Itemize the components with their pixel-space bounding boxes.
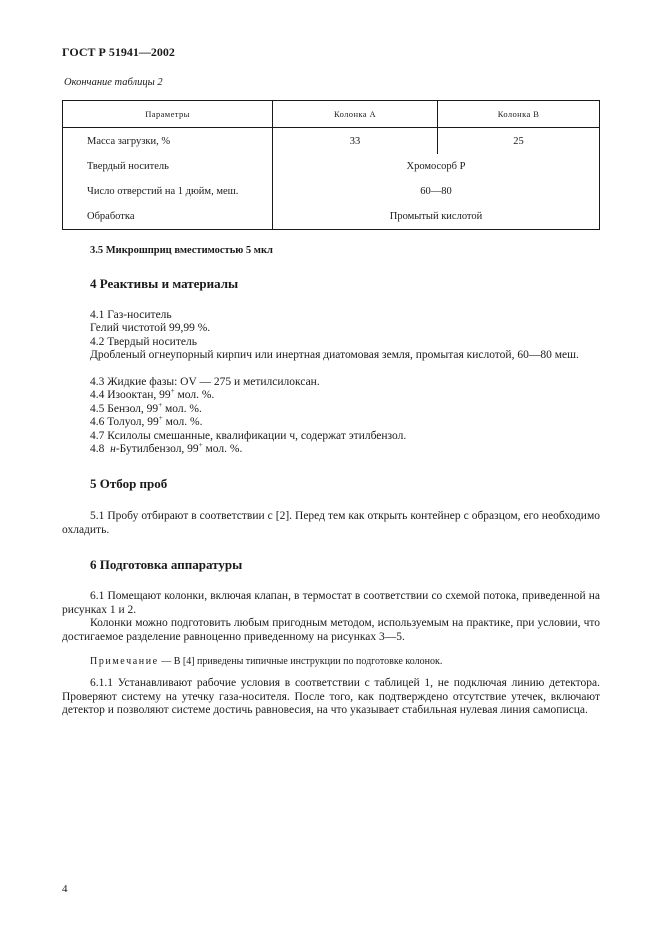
section-4-heading: 4 Реактивы и материалы [90, 276, 239, 291]
para-4-6: 4.6 Толуол, 99+ мол. %. [90, 414, 203, 428]
note-text: — В [4] приведены типичные инструкции по подготовке колонок. [158, 656, 443, 667]
note-label: Примечание [90, 656, 159, 667]
parameters-table [62, 100, 600, 230]
row-value-a: 33 [273, 128, 438, 155]
row-value-b: 25 [513, 135, 524, 147]
para-6-1: 6.1 Помещают колонки, включая клапан, в термостат в соответствии со схемой потока, приведенной на рисунках 1 и 2. [62, 590, 600, 616]
row-value-merged: 60—80 [420, 186, 452, 197]
row-param: Масса загрузки, % [63, 128, 273, 155]
table-header-row [63, 101, 600, 128]
row-param: Обработка [63, 204, 273, 230]
para-4-1-text: Гелий чистотой 99,99 %. [90, 322, 211, 334]
table-row [63, 204, 600, 230]
para-4-3: 4.3 Жидкие фазы: OV — 275 и метилсилоксан. [90, 376, 320, 388]
para-5-1: 5.1 Пробу отбирают в соответствии с [2]. Перед тем как открыть контейнер с образцом, его необходимо охладить. [62, 510, 600, 536]
section-5-heading: 5 Отбор проб [90, 476, 168, 491]
row-param: Твердый носитель [63, 154, 273, 179]
para-4-4: 4.4 Изооктан, 99+ мол. %. [90, 387, 215, 401]
table-caption: Окончание таблицы 2 [64, 77, 163, 88]
para-4-8: 4.8 н-Бутилбензол, 99+ мол. %. [90, 441, 243, 455]
para-4-2: 4.2 Твердый носитель [90, 336, 197, 348]
table-row [63, 154, 600, 179]
subsection-3-5: 3.5 Микрошприц вместимостью 5 мкл [90, 245, 273, 256]
row-param: Число отверстий на 1 дюйм, меш. [63, 179, 273, 204]
column-header-parameters: Параметры [63, 101, 273, 128]
section-6-heading: 6 Подготовка аппаратуры [90, 557, 243, 572]
table-row [63, 179, 600, 204]
document-code: ГОСТ Р 51941—2002 [62, 45, 175, 59]
page-number: 4 [62, 883, 68, 895]
row-value-merged: Хромосорб Р [406, 161, 466, 172]
table-row [63, 128, 600, 155]
para-4-1: 4.1 Газ-носитель [90, 309, 172, 321]
para-4-7: 4.7 Ксилолы смешанные, квалификации ч, содержат этилбензол. [90, 430, 407, 442]
row-value-merged: Промытый кислотой [389, 211, 483, 222]
para-6-1-continued: Колонки можно подготовить любым пригодным методом, используемым на практике, при условии, что достигаемое разделение равноценно приведенному на рисунках 3—5. [62, 617, 600, 643]
para-4-5: 4.5 Бензол, 99+ мол. %. [90, 401, 202, 415]
column-header-column-b: Колонка В [438, 101, 600, 128]
para-4-2-text: Дробленый огнеупорный кирпич или инертная диатомовая земля, промытая кислотой, 60—80 меш. [90, 349, 579, 361]
para-6-1-1: 6.1.1 Устанавливают рабочие условия в соответствии с таблицей 1, не подключая линию детектора. Проверяют систему на утечку газа-носителя. После того, как подтверждено отсутствие утечек, включают детектор и позволяют системе достичь равновесия, на что указывает стабильная нулевая линия самописца. [62, 677, 600, 716]
column-header-column-a: Колонка А [273, 101, 438, 128]
note [90, 656, 442, 667]
